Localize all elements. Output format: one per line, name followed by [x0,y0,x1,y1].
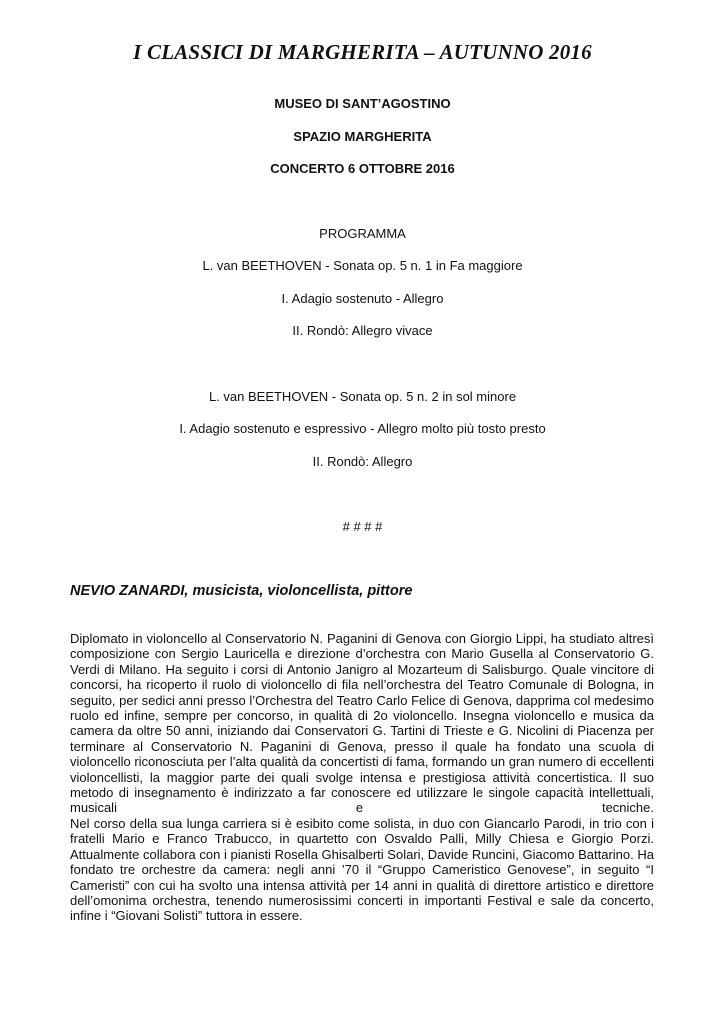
section-separator: # # # # [342,519,383,534]
piece2-title: L. van BEETHOVEN - Sonata op. 5 n. 2 in sol minore [208,389,517,404]
piece1-movement-1: I. Adagio sostenuto - Allegro [281,291,444,306]
document-title: I CLASSICI DI MARGHERITA – AUTUNNO 2016 [133,40,592,64]
bio-paragraph-2: Nel corso della sua lunga carriera si è esibito come solista, in duo con Giancarlo Parodi, in trio con i fratelli Mario e Franco Trabucco, in quartetto con Osvaldo Palli, Milly Chiesa e Giorgio Porzi. Attualmente collabora con i pianisti Rosella Ghisalberti Solari, Davide Runcini, Giacomo Battarino. Ha fondato tre orchestre da camera: negli anni ’70 il “Gruppo Cameristico Genovese”, in seguito “I Cameristi” con cui ha svolto una intensa attività per 14 anni in qualità di direttore artistico e direttore dell’omonima orchestra, tenendo numerosissimi concerti in importanti Festival e sale da concerto, infine i “Giovani Solisti” tuttora in essere. [70,815,654,924]
venue-line: MUSEO DI SANT’AGOSTINO [274,96,451,111]
piece1-title: L. van BEETHOVEN - Sonata op. 5 n. 1 in Fa maggiore [202,258,523,273]
bio-paragraph-1: Diplomato in violoncello al Conservatorio N. Paganini di Genova con Giorgio Lippi, ha studiato altresì composizione con Sergio Lauricella e direzione d’orchestra con Mario Gusella al Conservatorio G. Verdi di Milano. Ha seguito i corsi di Antonio Janigro al Mozarteum di Salisburgo. Quale vincitore di concorsi, ha ricoperto il ruolo di violoncello di fila nell’orchestra del Teatro Comunale di Bologna, in seguito, per sedici anni presso l’Orchestra del Teatro Carlo Felice di Genova, dapprima col medesimo ruolo ed infine, sempre per concorso, in qualità di 2o violoncello. Insegna violoncello e musica da camera da oltre 50 anni, iniziando dai Conservatori G. Tartini di Trieste e G. Nicolini di Piacenza per terminare al Conservatorio N. Paganini di Genova, presso il quale ha fondato una scuola di violoncello riconosciuta per l’alta qualità da concertisti di fama, formando un gran numero di eccellenti violoncellisti, la maggior parte dei quali svolge intensa e prestigiosa attività concertistica. Il suo metodo di insegnamento è indirizzato a far conoscere ed utilizzare le singole capacità intellettuali, musicali e tecniche. [70,631,654,816]
space-line: SPAZIO MARGHERITA [293,129,432,144]
programma-label: PROGRAMMA [319,226,406,241]
concert-date-line: CONCERTO 6 OTTOBRE 2016 [270,161,455,176]
piece2-movement-1: I. Adagio sostenuto e espressivo - Allegro molto più tosto presto [179,421,546,436]
piece2-movement-2: II. Rondò: Allegro [312,454,413,469]
bio-heading: NEVIO ZANARDI, musicista, violoncellista, pittore [70,583,413,599]
piece1-movement-2: II. Rondò: Allegro vivace [292,323,433,338]
bio-text [70,631,654,924]
